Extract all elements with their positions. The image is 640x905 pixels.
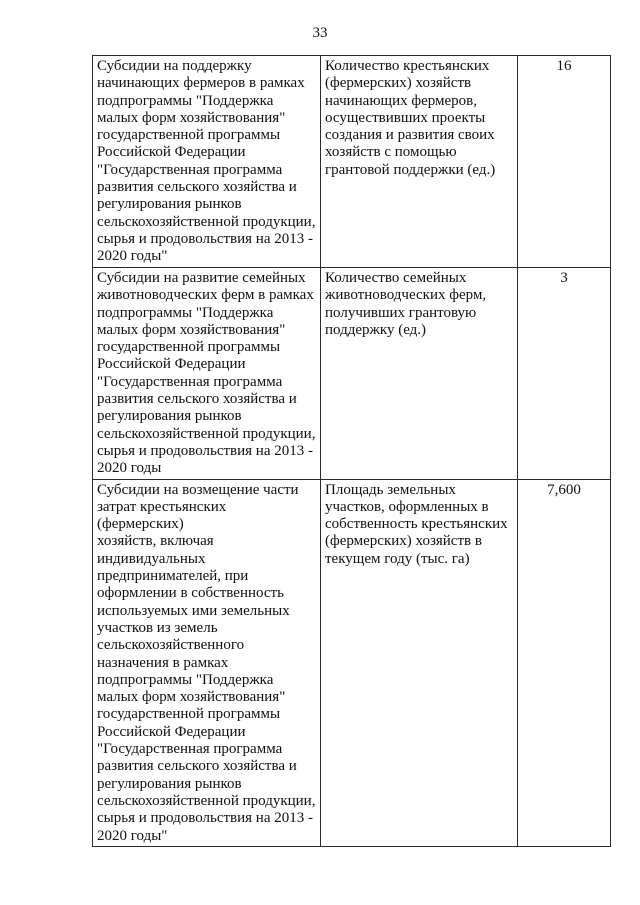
indicator-value: 3 bbox=[560, 270, 568, 286]
indicator-cell bbox=[321, 268, 518, 480]
table-row bbox=[93, 268, 611, 480]
subsidy-description-cell bbox=[93, 479, 321, 846]
value-cell bbox=[518, 479, 611, 846]
subsidy-description-cell bbox=[93, 56, 321, 268]
value-cell bbox=[518, 56, 611, 268]
subsidy-description: Субсидии на поддержку начинающих фермеров в рамках подпрограммы "Поддержка малых форм хозяйствования" государственной программы Российской Федерации "Государственная программа развития сельского хозяйства и регулирования рынков сельскохозяйственной продукции, сырья и продовольствия на 2013 - 2020 годы" bbox=[97, 58, 316, 265]
indicator-text: Количество крестьянских (фермерских) хозяйств начинающих фермеров, осуществивших проекты создания и развития своих хозяйств с помощью грантовой поддержки (ед.) bbox=[325, 58, 496, 178]
indicator-value: 7,600 bbox=[547, 481, 581, 498]
subsidy-description: Субсидии на возмещение части затрат крестьянских (фермерских) хозяйств, включая индивидуальных предпринимателей, при оформлении в собственность используемых ими земельных участков из земель сельскохозяйственного назначения в рамках подпрограммы "Поддержка малых форм хозяйствования" государственной программы Российской Федерации "Государственная программа развития сельского хозяйства и регулирования рынков сельскохозяйственной продукции, сырья и продовольствия на 2013 - 2020 годы" bbox=[97, 481, 316, 844]
subsidy-description: Субсидии на развитие семейных животноводческих ферм в рамках подпрограммы "Поддержка малых форм хозяйствования" государственной программы Российской Федерации "Государственная программа развития сельского хозяйства и регулирования рынков сельскохозяйственной продукции, сырья и продовольствия на 2013 - 2020 годы bbox=[97, 270, 316, 477]
indicator-text: Количество семейных животноводческих ферм, получивших грантовую поддержку (ед.) bbox=[325, 270, 487, 338]
subsidy-table bbox=[92, 55, 611, 847]
page-number: 33 bbox=[312, 25, 328, 41]
subsidy-description-cell bbox=[93, 268, 321, 480]
indicator-value: 16 bbox=[556, 58, 572, 74]
value-cell bbox=[518, 268, 611, 480]
indicator-cell bbox=[321, 479, 518, 846]
table-row bbox=[93, 479, 611, 846]
indicator-cell bbox=[321, 56, 518, 268]
table-row bbox=[93, 56, 611, 268]
indicator-text: Площадь земельных участков, оформленных в собственность крестьянских (фермерских) хозяйств в текущем году (тыс. га) bbox=[325, 481, 508, 567]
